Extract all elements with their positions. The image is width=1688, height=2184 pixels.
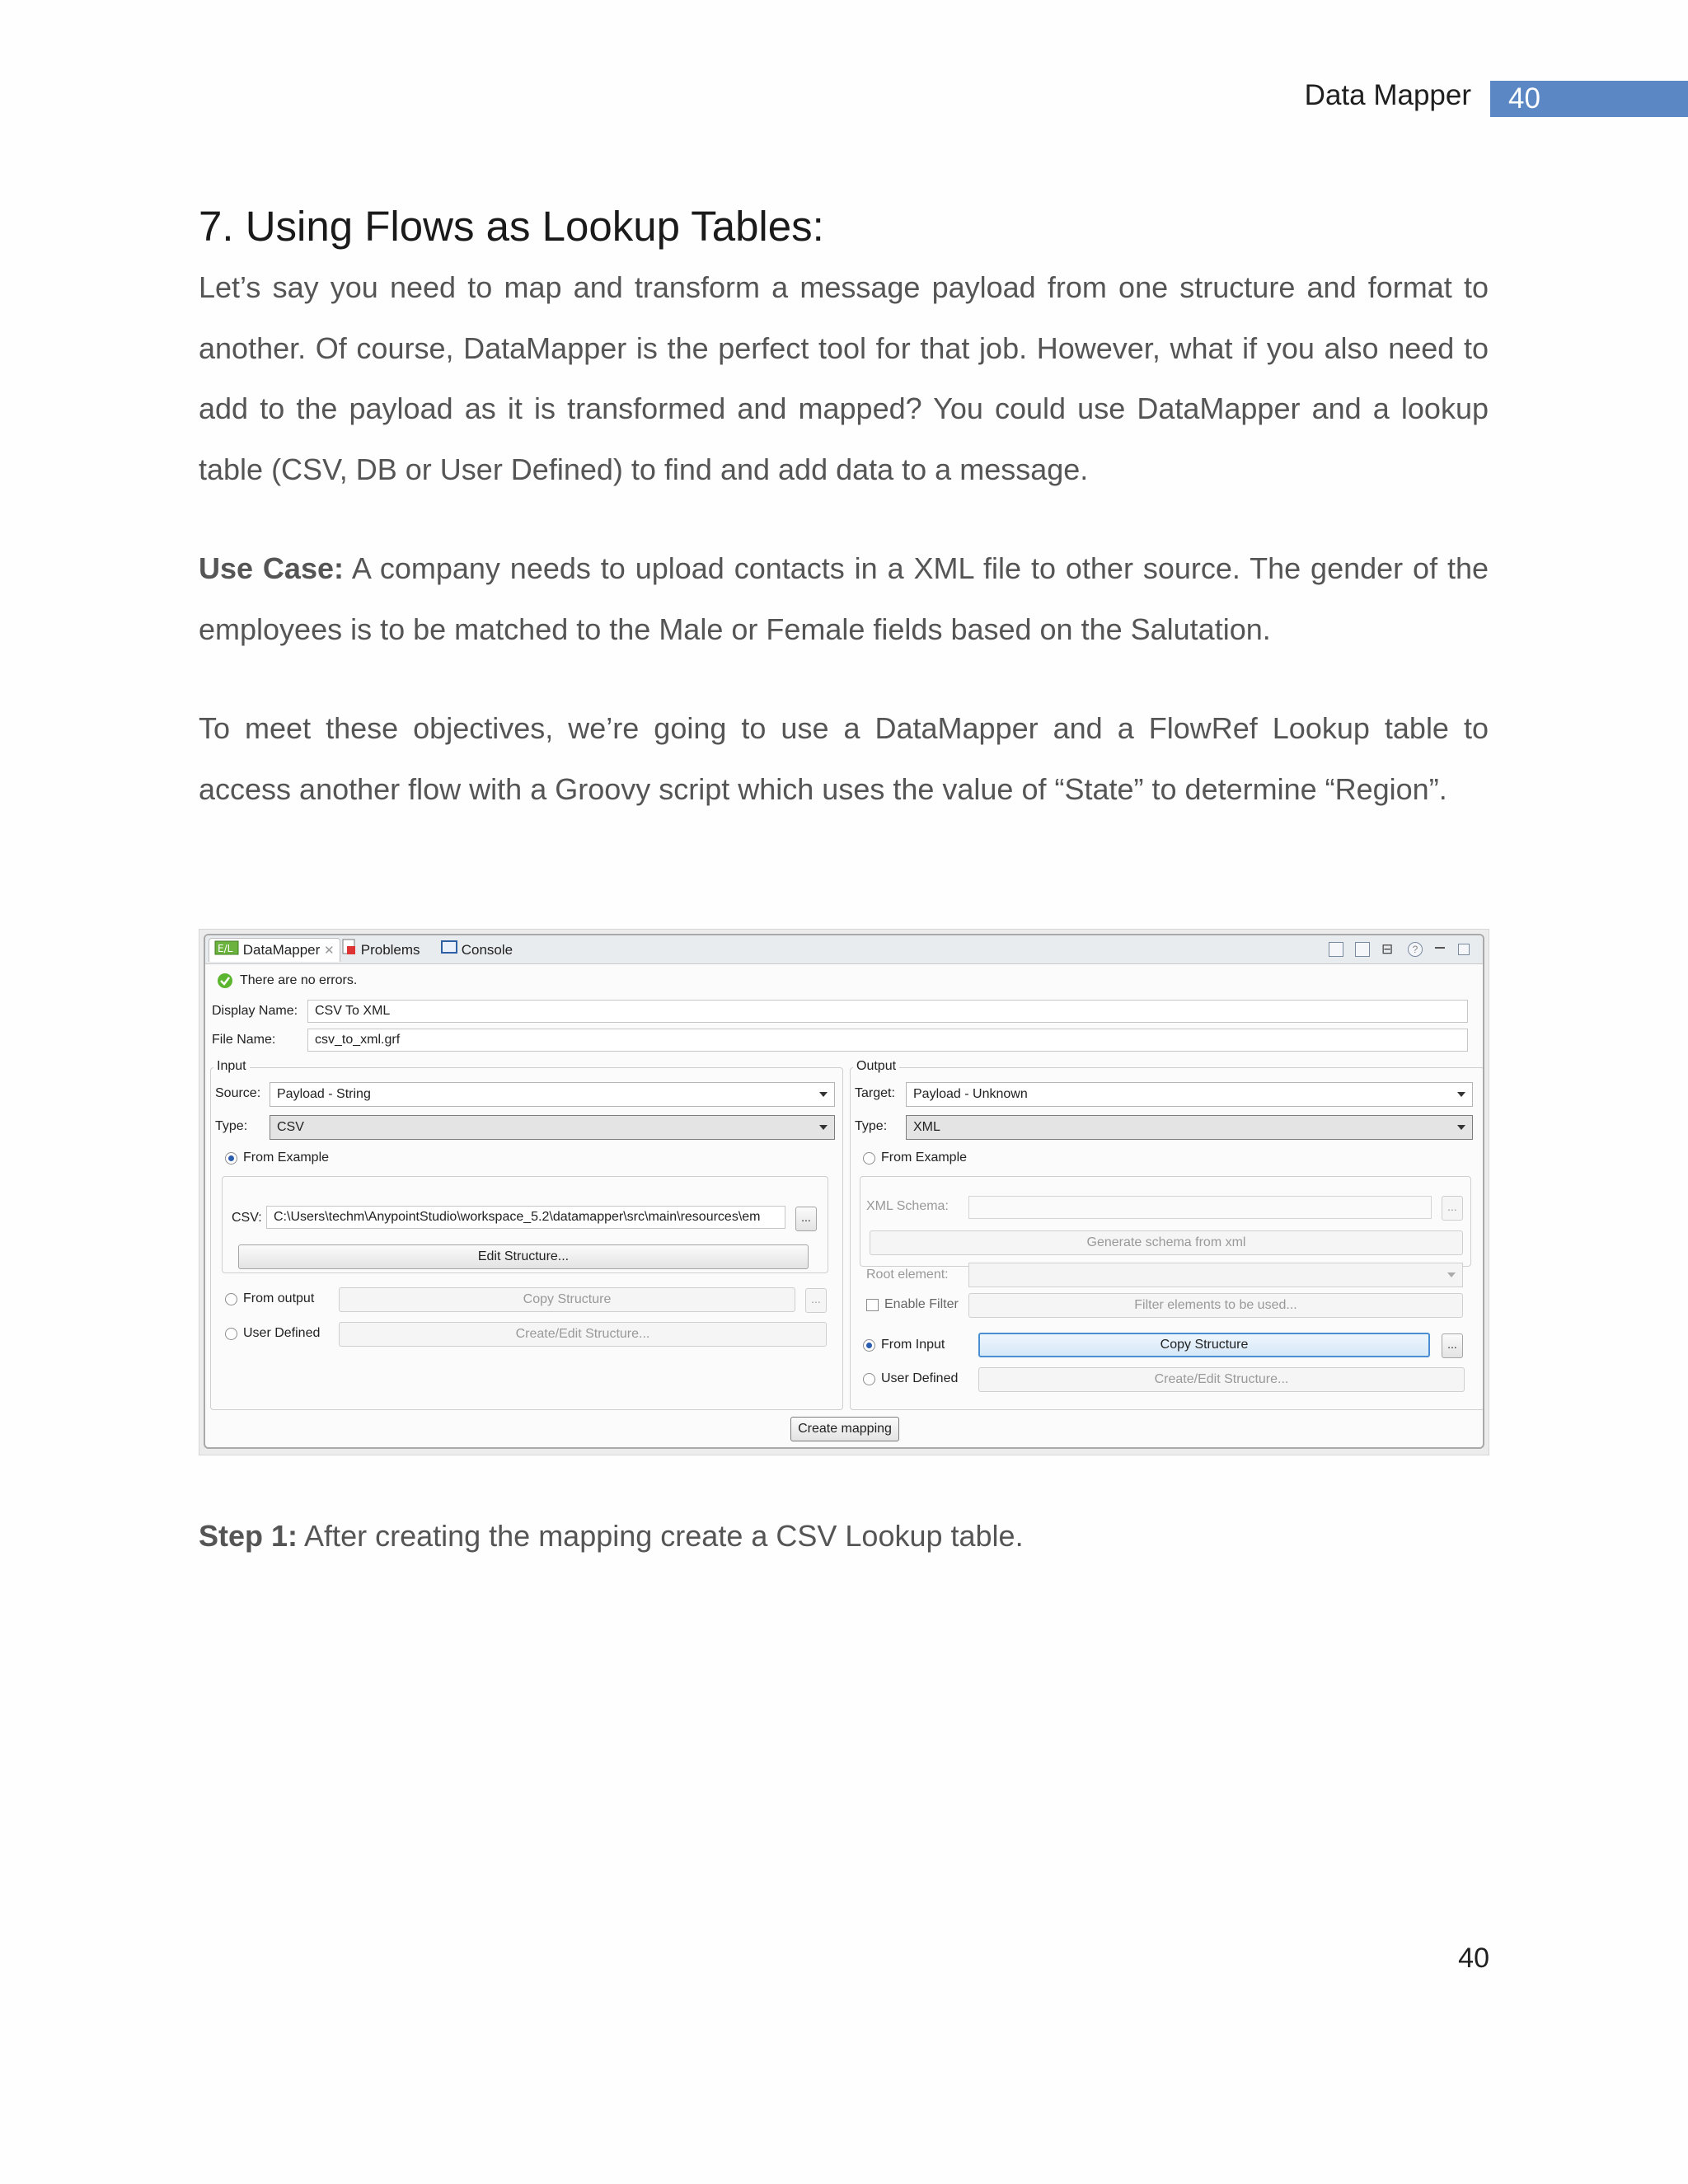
step-1-label: Step 1:	[199, 1519, 298, 1553]
target-value: Payload - Unknown	[913, 1087, 1028, 1101]
input-create-edit-button[interactable]: Create/Edit Structure...	[339, 1322, 827, 1347]
tab-label: DataMapper	[242, 942, 321, 958]
use-case-text: A company needs to upload contacts in a XML file to other source. The gender of the employees is to be matched to the Male or Female fields based on the Salutation.	[199, 551, 1489, 646]
svg-text:E/L: E/L	[218, 942, 233, 954]
header-page-number: 40	[1508, 82, 1540, 115]
source-label: Source:	[215, 1086, 261, 1100]
root-element-select[interactable]	[968, 1263, 1463, 1287]
csv-label: CSV:	[232, 1211, 262, 1225]
intro-paragraph: Let’s say you need to map and transform a message payload from one structure and format to another. Of course, DataMapper is the perfect tool for that job. However, what if you also need to add to the payload as it is transformed and mapped? You could use DataMapper and a lookup table (CSV, DB or User Defined) to find and add data to a message.	[199, 270, 1489, 486]
output-user-defined-radio[interactable]	[863, 1373, 875, 1385]
enable-filter-checkbox[interactable]	[866, 1299, 879, 1311]
tab-console[interactable]	[441, 939, 513, 962]
type-label: Type:	[215, 1119, 248, 1133]
toolbar-tree-icon[interactable]: ⊟	[1381, 941, 1394, 957]
file-name-input[interactable]: csv_to_xml.grf	[307, 1029, 1468, 1052]
output-copy-structure-button[interactable]: Copy Structure	[978, 1333, 1430, 1357]
toolbar-save-icon[interactable]	[1355, 942, 1370, 957]
use-case-paragraph	[199, 538, 1489, 659]
success-check-icon	[217, 972, 233, 993]
create-mapping-button[interactable]: Create mapping	[790, 1417, 899, 1441]
display-name-input[interactable]: CSV To XML	[307, 1000, 1468, 1023]
filter-elements-field[interactable]: Filter elements to be used...	[968, 1293, 1463, 1318]
problems-icon	[342, 939, 357, 963]
view-tab-bar	[205, 935, 1483, 964]
running-header-title: Data Mapper	[1304, 79, 1471, 111]
maximize-icon[interactable]	[1458, 944, 1470, 955]
from-output-label: From output	[243, 1291, 315, 1305]
source-select[interactable]	[270, 1082, 835, 1107]
xml-schema-label: XML Schema:	[866, 1199, 949, 1213]
xml-schema-browse-button[interactable]: ...	[1442, 1196, 1463, 1221]
edit-structure-button[interactable]: Edit Structure...	[238, 1244, 809, 1269]
input-user-defined-label: User Defined	[243, 1326, 321, 1340]
input-type-select[interactable]	[270, 1115, 835, 1140]
step-1-text: After creating the mapping create a CSV Lookup table.	[298, 1519, 1024, 1553]
chevron-down-icon	[1457, 1092, 1465, 1097]
datamapper-editor	[204, 934, 1484, 1449]
input-from-example-radio[interactable]	[225, 1152, 237, 1165]
from-output-browse-button[interactable]: ...	[805, 1288, 827, 1313]
from-input-label: From Input	[881, 1338, 945, 1352]
generate-schema-button[interactable]: Generate schema from xml	[870, 1230, 1463, 1255]
input-from-example-label: From Example	[243, 1151, 330, 1165]
datamapper-screenshot	[199, 929, 1489, 1455]
minimize-icon[interactable]	[1435, 942, 1450, 957]
output-type-label: Type:	[855, 1119, 888, 1133]
tab-label: Problems	[360, 942, 420, 958]
chevron-down-icon	[1457, 1125, 1465, 1130]
xml-schema-input[interactable]	[968, 1196, 1432, 1219]
output-user-defined-label: User Defined	[881, 1371, 959, 1385]
chevron-down-icon	[819, 1125, 828, 1130]
chevron-down-icon	[819, 1092, 828, 1097]
page-content	[199, 198, 1489, 819]
footer-page-number: 40	[1458, 1943, 1489, 1974]
file-name-label: File Name:	[212, 1033, 276, 1047]
input-group-title: Input	[213, 1059, 250, 1074]
toolbar-layout-icon[interactable]	[1329, 942, 1343, 957]
display-name-label: Display Name:	[212, 1004, 298, 1018]
step-1-paragraph	[199, 1506, 1489, 1567]
status-message: There are no errors.	[240, 973, 358, 987]
close-tab-icon[interactable]: ✕	[324, 944, 335, 958]
tab-problems[interactable]	[342, 939, 420, 962]
page-number-box	[1490, 81, 1688, 117]
from-output-radio[interactable]	[225, 1293, 237, 1305]
output-from-example-label: From Example	[881, 1151, 968, 1165]
output-type-select[interactable]	[906, 1115, 1473, 1140]
csv-browse-button[interactable]: ...	[795, 1207, 817, 1231]
objectives-paragraph: To meet these objectives, we’re going to use a DataMapper and a FlowRef Lookup table to access another flow with a Groovy script which uses the value of “State” to determine “Region”.	[199, 711, 1489, 806]
datamapper-icon	[214, 940, 239, 963]
use-case-label: Use Case:	[199, 551, 344, 585]
chevron-down-icon	[1447, 1272, 1456, 1277]
csv-path-input[interactable]: C:\Users\techm\AnypointStudio\workspace_5.2\datamapper\src\main\resources\em	[266, 1206, 785, 1229]
input-type-value: CSV	[277, 1120, 304, 1134]
enable-filter-label: Enable Filter	[884, 1297, 959, 1311]
source-value: Payload - String	[277, 1087, 371, 1101]
from-input-browse-button[interactable]: ...	[1442, 1333, 1463, 1358]
tab-datamapper[interactable]	[209, 938, 340, 962]
output-create-edit-button[interactable]: Create/Edit Structure...	[978, 1367, 1465, 1392]
target-select[interactable]	[906, 1082, 1473, 1107]
target-label: Target:	[855, 1086, 895, 1100]
console-icon	[441, 940, 457, 963]
output-type-value: XML	[913, 1120, 940, 1134]
section-heading: 7. Using Flows as Lookup Tables:	[199, 203, 824, 250]
root-element-label: Root element:	[866, 1268, 949, 1282]
help-icon[interactable]: ?	[1408, 942, 1423, 957]
output-from-example-radio[interactable]	[863, 1152, 875, 1165]
output-group-title: Output	[853, 1059, 899, 1074]
tab-label: Console	[461, 942, 513, 958]
input-copy-structure-button[interactable]: Copy Structure	[339, 1287, 795, 1312]
from-input-radio[interactable]	[863, 1339, 875, 1352]
input-user-defined-radio[interactable]	[225, 1328, 237, 1340]
